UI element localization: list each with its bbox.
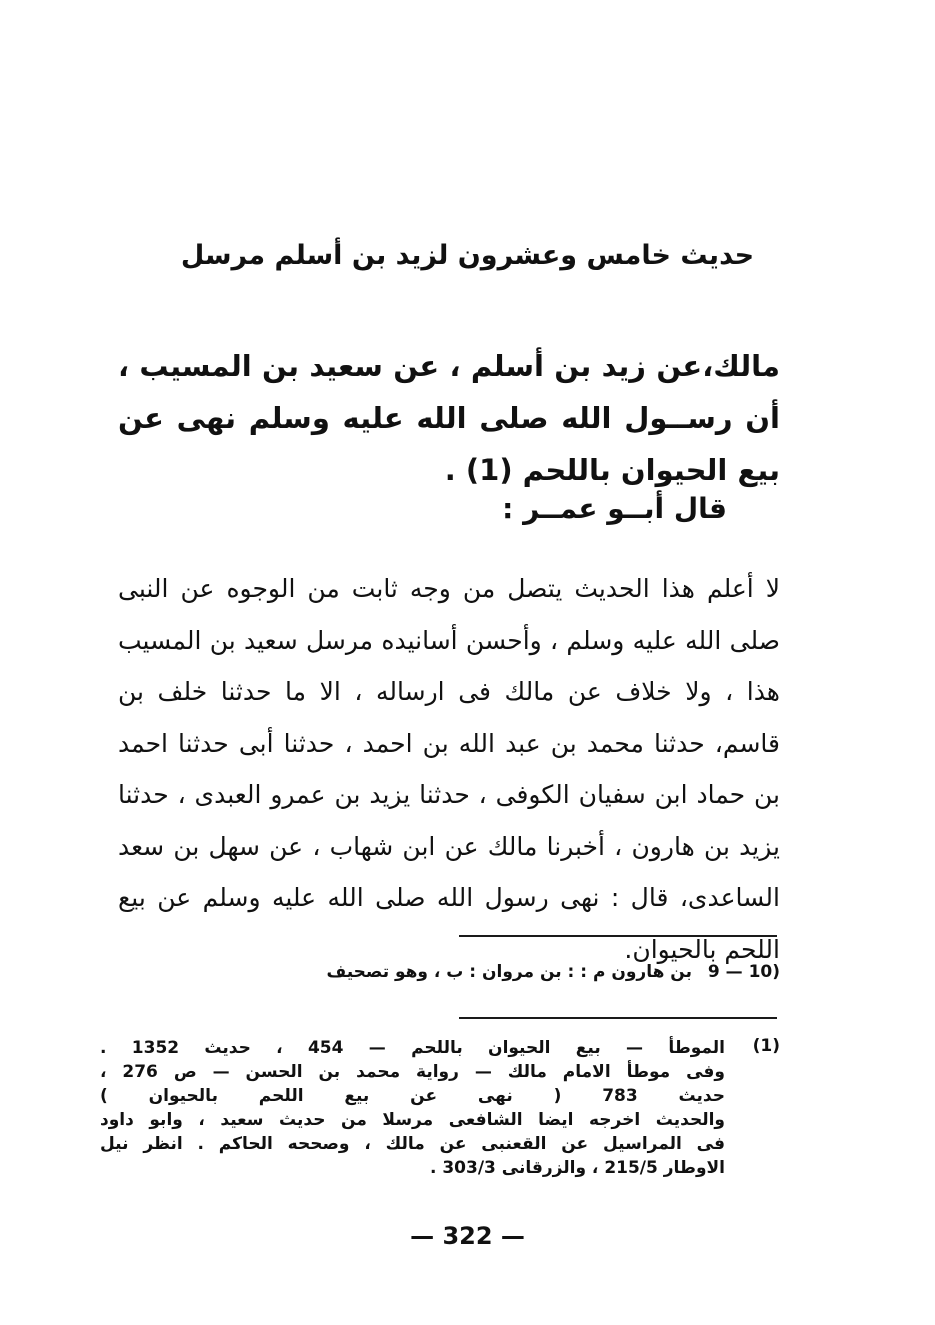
- footnote-lines: [100, 1036, 725, 1180]
- commentary-text: لا أعلم هذا الحديث يتصل من وجه ثابت من الوجوه عن النبى صلى الله عليه وسلم ، وأحسن أسانيده مرسل سعيد بن المسيب هذا ، ولا خلاف عن مالك فى ارساله ، الا ما حدثنا خلف بن قاسم، حدثنا محمد بن عبد الله بن احمد ، حدثنا أبى حدثنا احمد بن حماد ابن سفيان الكوفى ، حدثنا يزيد بن عمرو العبدى ، حدثنا يزيد بن هارون ، أخبرنا مالك عن ابن شهاب ، عن سهل بن سعد الساعدى، قال : نهى رسول الله صلى الله عليه وسلم عن بيع اللحم بالحيوان.: [118, 574, 780, 964]
- footnote-line: وفى موطأ الامام مالك — رواية محمد بن الحسن — ص 276 ،: [100, 1062, 725, 1082]
- variant-note-text: بن هارون م : : بن مروان : ب ، وهو تصحيف: [326, 962, 692, 982]
- page-number: — 322 —: [410, 1222, 525, 1250]
- footnote-number: (1): [752, 1036, 780, 1056]
- speaker-heading: قال أبــو عمــر :: [502, 492, 727, 525]
- footnote-line: الموطأ — بيع الحيوان باللحم — 454 ، حديث 1352 .: [100, 1038, 725, 1058]
- footnote-divider-bottom: [459, 1017, 777, 1019]
- footnote-line: فى المراسيل عن القعنبى عن مالك ، وصححه الحاكم . انظر نيل: [100, 1134, 725, 1154]
- footnote-line: حديث 783 ( نهى عن بيع اللحم بالحيوان ): [100, 1086, 725, 1106]
- footnote-line: الاوطار 215/5 ، والزرقانى 303/3 .: [429, 1158, 725, 1178]
- footnote-line: والحديث اخرجه ايضا الشافعى مرسلا من حديث سعيد ، وابو داود: [100, 1110, 725, 1130]
- hadith-text: مالك،عن زيد بن أسلم ، عن سعيد بن المسيب ، أن رســول الله صلى الله عليه وسلم نهى عن بيع الحيوان باللحم (1) .: [118, 349, 780, 487]
- footnote-divider-top: [459, 935, 777, 937]
- chapter-title: حديث خامس وعشرون لزيد بن أسلم مرسل: [180, 240, 755, 271]
- variant-note-ref: 9 — 10): [707, 962, 780, 982]
- variant-note: [118, 958, 780, 986]
